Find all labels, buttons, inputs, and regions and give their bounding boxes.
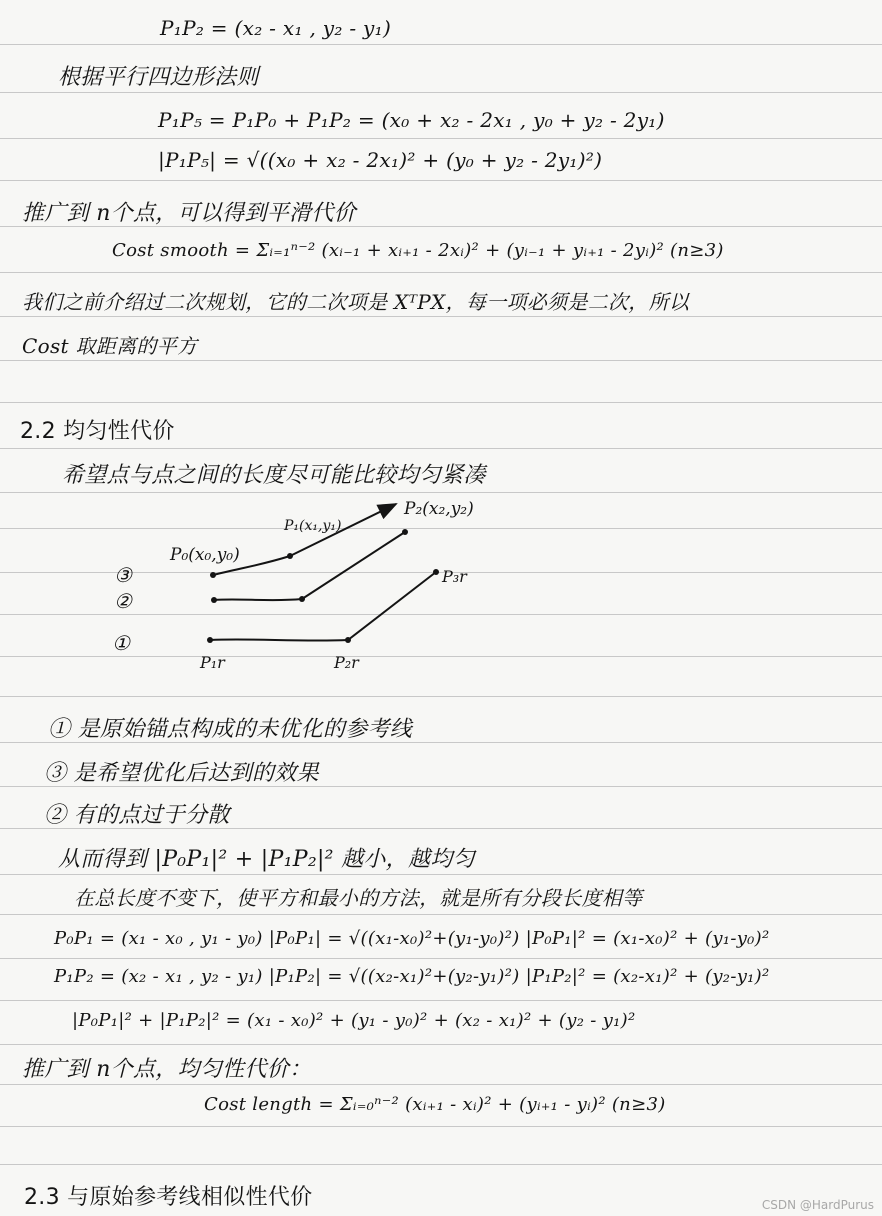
- label-line-1: ①: [112, 631, 130, 655]
- ruled-line: [0, 360, 882, 361]
- cost-smooth-formula: Cost smooth = Σᵢ₌₁ⁿ⁻² (xᵢ₋₁ + xᵢ₊₁ - 2xᵢ)² + (yᵢ₋₁ + yᵢ₊₁ - 2yᵢ)² (n≥3): [112, 240, 724, 261]
- label-p1: P₁(x₁,y₁): [284, 518, 342, 534]
- ruled-line: [0, 180, 882, 181]
- ruled-line: [0, 448, 882, 449]
- label-p1r: P₁r: [200, 653, 225, 672]
- ruled-line: [0, 1084, 882, 1085]
- point-p2r: [345, 637, 351, 643]
- point-line-2-mid: [299, 596, 305, 602]
- item-1-note: ① 是原始锚点构成的未优化的参考线: [48, 717, 413, 742]
- ruled-line: [0, 696, 882, 697]
- item-3-note: ③ 是希望优化后达到的效果: [44, 761, 319, 786]
- label-line-2: ②: [114, 589, 132, 613]
- p1p2-equation-line: P₁P₂ = (x₂ - x₁ , y₂ - y₁) |P₁P₂| = √((x₂-x₁)²+(y₂-y₁)²) |P₁P₂|² = (x₂-x₁)² + (y₂-y₁)²: [54, 966, 770, 987]
- ruled-line: [0, 1126, 882, 1127]
- ruled-line: [0, 958, 882, 959]
- point-p3r: [433, 569, 439, 575]
- ruled-line: [0, 1000, 882, 1001]
- label-p3r: P₃r: [442, 567, 467, 586]
- point-p1: [287, 553, 293, 559]
- ruled-line: [0, 44, 882, 45]
- ruled-line: [0, 402, 882, 403]
- ruled-line: [0, 874, 882, 875]
- quadratic-note-line-1: 我们之前介绍过二次规划，它的二次项是 XᵀPX，每一项必须是二次，所以: [22, 290, 690, 314]
- total-length-note: 在总长度不变下，使平方和最小的方法，就是所有分段长度相等: [74, 886, 643, 910]
- generalize-smooth-heading: 推广到 n个点，可以得到平滑代价: [22, 201, 356, 226]
- generalize-uniform-heading: 推广到 n个点，均匀性代价：: [22, 1057, 312, 1082]
- line-2-segment-1: [214, 599, 302, 600]
- label-p0: P₀(x₀,y₀): [170, 545, 240, 565]
- line-1-segment-2: [348, 572, 436, 640]
- parallelogram-rule: 根据平行四边形法则: [58, 65, 259, 90]
- top-vector-equation: P₁P₂ = (x₂ - x₁ , y₂ - y₁): [160, 16, 392, 40]
- point-line-2-end: [402, 529, 408, 535]
- p0p1-equation-line: P₀P₁ = (x₁ - x₀ , y₁ - y₀) |P₀P₁| = √((x₁-x₀)²+(y₁-y₀)²) |P₀P₁|² = (x₁-x₀)² + (y₁-y₀)²: [54, 928, 770, 949]
- point-p1r: [207, 637, 213, 643]
- line-1-segment-1: [210, 639, 348, 640]
- p1p5-vector-equation: P₁P₅ = P₁P₀ + P₁P₂ = (x₀ + x₂ - 2x₁ , y₀ + y₂ - 2y₁): [158, 108, 665, 132]
- label-p2: P₂(x₂,y₂): [404, 499, 474, 519]
- item-2-note: ② 有的点过于分散: [44, 803, 230, 828]
- label-line-3: ③: [114, 563, 132, 587]
- ruled-line: [0, 272, 882, 273]
- cost-length-formula: Cost length = Σᵢ₌₀ⁿ⁻² (xᵢ₊₁ - xᵢ)² + (yᵢ₊₁ - yᵢ)² (n≥3): [204, 1094, 666, 1115]
- quadratic-note-line-2: Cost 取距离的平方: [22, 334, 198, 358]
- ruled-line: [0, 92, 882, 93]
- point-p0: [210, 572, 216, 578]
- section-2-3-title: 2.3 与原始参考线相似性代价: [24, 1185, 313, 1210]
- ruled-line: [0, 914, 882, 915]
- csdn-watermark: CSDN @HardPurus: [761, 1198, 874, 1212]
- section-2-2-title: 2.2 均匀性代价: [20, 419, 175, 444]
- ruled-line: [0, 316, 882, 317]
- p1p5-norm-equation: |P₁P₅| = √((x₀ + x₂ - 2x₁)² + (y₀ + y₂ - 2y₁)²): [158, 148, 603, 172]
- reference-lines-diagram: [0, 480, 882, 680]
- ruled-line: [0, 138, 882, 139]
- uniformity-description: 希望点与点之间的长度尽可能比较均匀紧凑: [62, 463, 486, 488]
- label-p2r: P₂r: [334, 653, 359, 672]
- ruled-line: [0, 1044, 882, 1045]
- conclusion-note: 从而得到 |P₀P₁|² + |P₁P₂|² 越小，越均匀: [58, 847, 475, 872]
- sum-of-squares-equation: |P₀P₁|² + |P₁P₂|² = (x₁ - x₀)² + (y₁ - y₀)² + (x₂ - x₁)² + (y₂ - y₁)²: [72, 1010, 636, 1031]
- ruled-line: [0, 1164, 882, 1165]
- point-line-2-start: [211, 597, 217, 603]
